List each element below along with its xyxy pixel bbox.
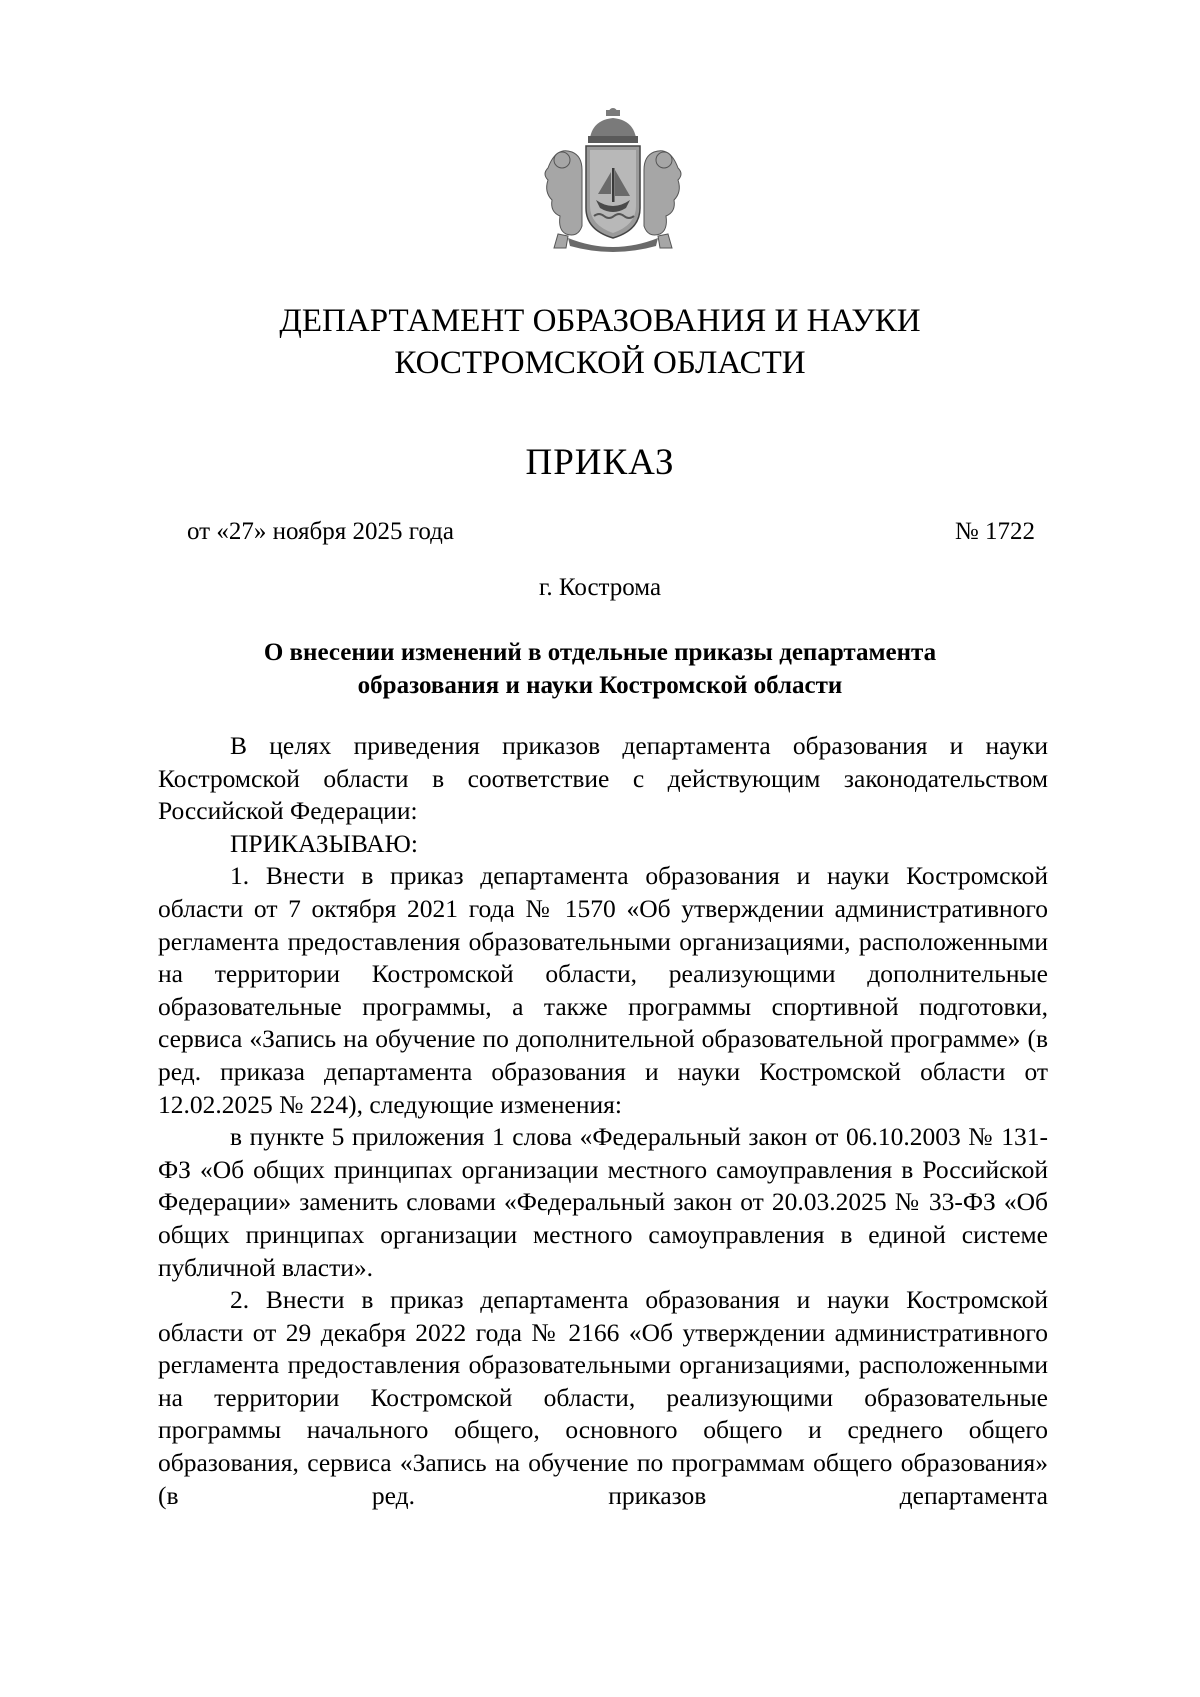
item-1-change-paragraph: в пункте 5 приложения 1 слова «Федеральный закон от 06.10.2003 № 131-ФЗ «Об общих принципах организации местного самоуправления в Российской Федерации» заменить словами «Федеральный закон от 20.03.2025 № 33-ФЗ «Об общих принципах организации местного самоуправления в единой системе публичной власти». xyxy=(158,1122,1048,1282)
preamble-paragraph: В целях приведения приказов департамента образования и науки Костромской области в соответствие с действующим законодательством Российской Федерации: xyxy=(158,731,1048,826)
item-1-paragraph: 1. Внести в приказ департамента образования и науки Костромской области от 7 октября 2021 года № 1570 «Об утверждении административного регламента предоставления образовательными организациями, расположенными на территории Костромской области, реализующими дополнительные образовательные программы, а также программы спортивной подготовки, сервиса «Запись на обучение по дополнительной образовательной программе» (в ред. приказа департамента образования и науки Костромской области от 12.02.2025 № 224), следующие изменения: xyxy=(158,861,1048,1119)
document-subject xyxy=(160,636,1040,702)
document-type-title: ПРИКАЗ xyxy=(525,442,675,483)
document-body xyxy=(158,730,1048,1512)
item-2-paragraph: 2. Внести в приказ департамента образования и науки Костромской области от 29 декабря 2022 года № 2166 «Об утверждении административного регламента предоставления образовательными организациями, расположенными на территории Костромской области, реализующими образовательные программы начального общего, основного общего и среднего общего образования, сервиса «Запись на обучение по программам общего образования» (в ред. приказов департамента xyxy=(158,1285,1048,1510)
subject-line-2: образования и науки Костромской области xyxy=(357,672,843,699)
document-city: г. Кострома xyxy=(538,574,662,601)
kostroma-coat-of-arms-icon xyxy=(538,108,688,253)
department-title-line-1: ДЕПАРТАМЕНТ ОБРАЗОВАНИЯ И НАУКИ xyxy=(279,303,921,339)
subject-line-1: О внесении изменений в отдельные приказы департамента xyxy=(263,639,937,666)
department-title-line-2: КОСТРОМСКОЙ ОБЛАСТИ xyxy=(394,345,806,381)
document-date: от «27» ноября 2025 года xyxy=(187,518,454,545)
order-word-paragraph: ПРИКАЗЫВАЮ: xyxy=(230,828,418,858)
document-number: № 1722 xyxy=(954,518,1035,545)
